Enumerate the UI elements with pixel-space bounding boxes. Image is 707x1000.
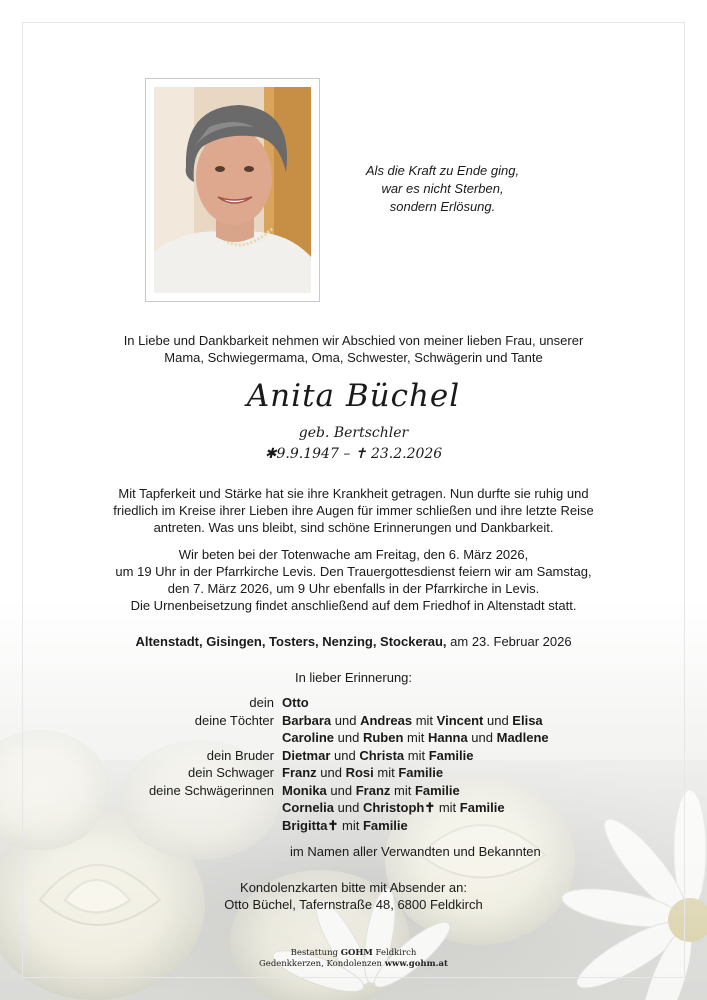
birth-date: 9.9.1947 [276,446,339,462]
mourner-row [90,694,610,712]
place-date [60,633,647,650]
mourner-name: Franz [355,782,391,798]
mourner-name: Familie [362,817,408,833]
connector-text: mit [412,712,437,728]
connector-text: und [334,800,363,815]
date-separator: – [343,446,351,462]
mourner-name: Christa [359,747,405,763]
connector-text: und [334,730,363,745]
mourner-relation: dein Bruder [206,747,274,763]
mourner-names [282,799,505,817]
mourner-name: Elisa [512,712,543,728]
service-line: Wir beten bei der Totenwache am Freitag, den 6. März 2026, [178,547,529,562]
mourner-names [282,694,309,712]
connector-text: und [326,782,356,798]
mourner-relation: dein Schwager [188,765,274,780]
death-date: 23.2.2026 [370,446,443,462]
places: Altenstadt, Gisingen, Tosters, Nenzing, Stockerau, [135,634,447,649]
mourner-row [90,764,610,782]
in-memory-heading: In lieber Erinnerung: [294,670,413,685]
mourner-name: Christoph✝ [362,800,436,815]
condolence-line: Kondolenzkarten bitte mit Absender an: [240,880,467,895]
life-dates [0,446,707,462]
connector-text: mit [404,747,429,763]
service-paragraph [60,546,647,614]
intro-line: In Liebe und Dankbarkeit nehmen wir Abschied von meiner lieben Frau, unserer [123,333,584,348]
deceased-name: Anita Büchel [246,378,461,414]
tribute-paragraph [60,485,647,536]
maiden-name: geb. Bertschler [298,425,409,441]
death-cross-icon: ✝ [354,446,367,462]
mourner-names [282,729,549,747]
mourner-row [90,782,610,800]
quote-line: Als die Kraft zu Ende ging, [365,163,520,178]
mourner-row [90,817,610,835]
portrait-frame [145,78,320,302]
connector-text: und [331,712,361,728]
mourner-name: Monika [282,782,327,798]
mourner-name: Vincent [436,712,484,728]
tribute-line: friedlich im Kreise ihrer Lieben ihre Augen für immer schließen und ihre letzte Reise [113,503,594,518]
mourner-relation: dein [249,695,274,710]
service-line: Die Urnenbeisetzung findet anschließend auf dem Friedhof in Altenstadt statt. [130,598,577,613]
mourner-names [282,712,543,730]
mourner-name: Rosi [345,765,374,780]
connector-text: und [483,712,513,728]
connector-text: mit [390,782,415,798]
quote [350,162,535,216]
mourner-name: Cornelia [282,800,335,815]
connector-text: mit [373,765,399,780]
portrait-photo [154,87,311,293]
mourner-row [90,729,610,747]
mourner-name: Franz [282,765,317,780]
relatives-note: im Namen aller Verwandten und Bekannten [290,844,541,859]
mourner-name: Familie [414,782,460,798]
mourner-names [282,764,443,782]
service-line: um 19 Uhr in der Pfarrkirche Levis. Den Trauergottesdienst feiern wir am Samstag, [115,564,592,579]
mourner-name: Andreas [360,712,413,728]
mourner-name: Ruben [362,730,404,745]
tribute-line: antreten. Was uns bleibt, sind schöne Erinnerungen und Dankbarkeit. [153,520,554,535]
mourner-names [282,817,408,835]
mourner-row [90,747,610,765]
quote-line: war es nicht Sterben, [381,181,504,196]
condolence-address: Otto Büchel, Tafernstraße 48, 6800 Feldkirch [224,897,483,912]
notice-date: am 23. Februar 2026 [446,634,572,649]
mourner-name: Familie [459,800,505,815]
condolence-note [60,879,647,913]
mourner-row [90,712,610,730]
mourner-name: Madlene [496,730,549,745]
mourner-name: Familie [428,747,474,763]
footer-website-link[interactable]: www.gohm.at [384,959,448,969]
mourner-name: Familie [398,765,444,780]
footer-text: Feldkirch [372,948,417,958]
intro-line: Mama, Schwiegermama, Oma, Schwester, Schwägerin und Tante [164,350,543,365]
connector-text: mit [435,800,460,815]
mourner-name: Otto [282,695,309,710]
connector-text: mit [403,730,428,745]
mourner-relation [90,817,282,835]
birth-star-icon: ✱ [264,446,277,462]
mourner-name: Caroline [282,730,335,745]
mourner-relation [90,799,282,817]
footer-text: Bestattung [290,948,341,958]
connector-text: und [330,747,360,763]
mourner-name: Barbara [282,712,332,728]
connector-text: mit [338,817,363,833]
connector-text: und [467,730,497,745]
undertaker-name: GOHM [340,948,373,958]
mourner-names [282,782,460,800]
mourner-name: Hanna [427,730,468,745]
tribute-line: Mit Tapferkeit und Stärke hat sie ihre Krankheit getragen. Nun durfte sie ruhig und [118,486,589,501]
mourner-relation: deine Schwägerinnen [148,782,274,798]
undertaker-footer [0,948,707,970]
mourner-name: Brigitta✝ [282,817,339,833]
mourners-list [90,694,610,834]
intro-text [60,332,647,366]
mourner-relation: deine Töchter [194,712,274,728]
footer-text: Gedenkkerzen, Kondolenzen [259,959,385,969]
mourner-row [90,799,610,817]
mourner-relation [90,729,282,747]
mourner-name: Dietmar [282,747,331,763]
mourner-names [282,747,474,765]
connector-text: und [316,765,346,780]
quote-line: sondern Erlösung. [389,199,496,214]
service-line: den 7. März 2026, um 9 Uhr ebenfalls in der Pfarrkirche in Levis. [167,581,540,596]
